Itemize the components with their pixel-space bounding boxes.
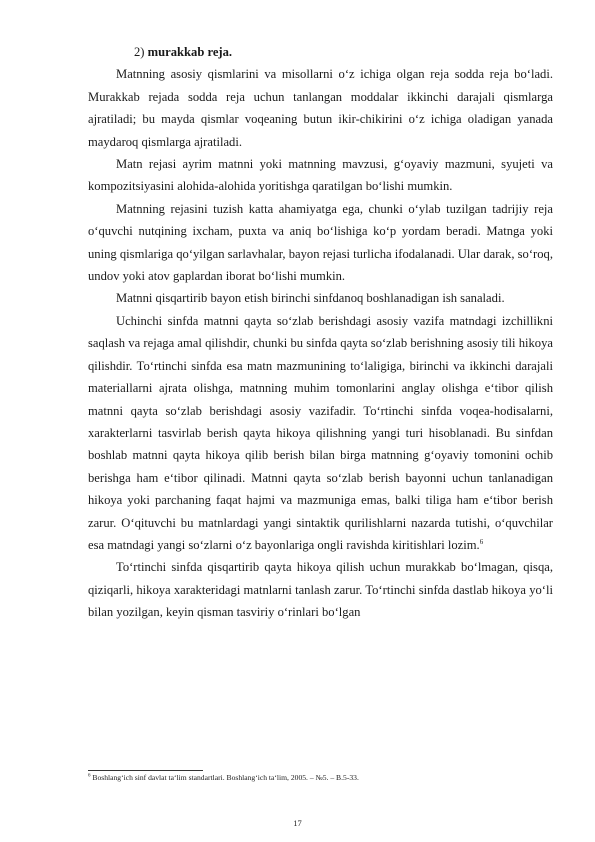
paragraph-4: Matnni qisqartirib bayon etish birinchi sinfdanoq boshlanadigan ish sanaladi. — [116, 291, 505, 306]
paragraph-6: To‘rtinchi sinfda qisqartirib qayta hikoya qilish uchun murakkab bo‘lmagan, qisqa, qiziqarli, hikoya xarakteridagi matnlarni tanlash zarur. To‘rtinchi sinfda dastlab hikoya yo‘li bilan yozilgan, keyin qisman tasviriy o‘rinlari bo‘lgan — [88, 560, 553, 620]
paragraph-2: Matn rejasi ayrim matnni yoki matnning mavzusi, g‘oyaviy mazmuni, syujeti va kompozitsiyasini alohida-alohida yoritishga qaratilgan bo‘lishi mumkin. — [88, 157, 553, 194]
heading-number: 2) — [134, 45, 148, 59]
paragraph-5-text: Uchinchi sinfda matnni qayta so‘zlab berishdagi asosiy vazifa matndagi izchillikni saqlash va rejaga amal qilishdir, chunki bu sinfda qayta so‘zlab berishning asosiy tili hikoya qilishdir. To‘rtinchi sinfda esa matn mazmunining to‘laligiga, birinchi va ikkinchi darajali materiallarni ajrata olishga, matnning muhim tomonlarini anglay olishga e‘tibor qilish matnni qayta so‘zlab berishdagi asosiy vazifadir. To‘rtinchi sinfda voqea-hodisalarni, xarakterlarni tasvirlab berish qayta hikoya qilishning yangi turi hisoblanadi. Bu sinfdan boshlab matnni qayta hikoya qilib berish bilan birga matnning g‘oyaviy tomonini ochib berishga ham e‘tibor qilinadi. Matnni qayta so‘zlab berish bayonni uchun tanlanadigan hikoya yoki parchaning faqat hajmi va mazmuniga emas, balki tiliga ham e‘tibor berish zarur. O‘qituvchi bu matnlardagi yangi sintaktik qurilishlarni nazarda tutishi, o‘quvchilar esa matndagi yangi so‘zlarni o‘z bayonlariga ongli ravishda kiritishlari lozim. — [88, 313, 553, 552]
footnote-divider — [88, 770, 203, 771]
paragraph-5 — [88, 310, 553, 556]
heading-title: murakkab reja. — [147, 45, 233, 59]
footnote-mark: 6 — [88, 773, 91, 779]
section-heading — [88, 41, 553, 63]
page-number: 17 — [293, 818, 302, 828]
paragraph-1: Matnning asosiy qismlarini va misollarni o‘z ichiga olgan reja sodda reja bo‘ladi. Murakkab rejada sodda reja uchun tanlangan moddalar ikkinchi darajali qismlarga ajratiladi; bu mayda qismlar voqeaning butun ikir-chikirini o‘z ichiga oladigan yanada maydaroq qismlarga ajratiladi. — [88, 67, 553, 149]
footnote-text: Boshlang‘ich sinf davlat ta‘lim standartlari. Boshlang‘ich ta‘lim, 2005. – №5. – B.5-33. — [90, 773, 359, 782]
footnote-reference[interactable]: 6 — [479, 537, 484, 546]
paragraph-3: Matnning rejasini tuzish katta ahamiyatga ega, chunki o‘ylab tuzilgan tadrijiy reja o‘quvchi nutqining ixcham, puxta va aniq bo‘lishiga ko‘p yordam beradi. Matnga yoki uning qismlariga qo‘yilgan sarlavhalar, bayon rejasi turlicha ifodalanadi. Ular darak, so‘roq, undov yoki atov gaplardan iborat bo‘lishi mumkin. — [88, 201, 553, 284]
page-body — [88, 41, 553, 624]
footnote — [88, 773, 359, 783]
